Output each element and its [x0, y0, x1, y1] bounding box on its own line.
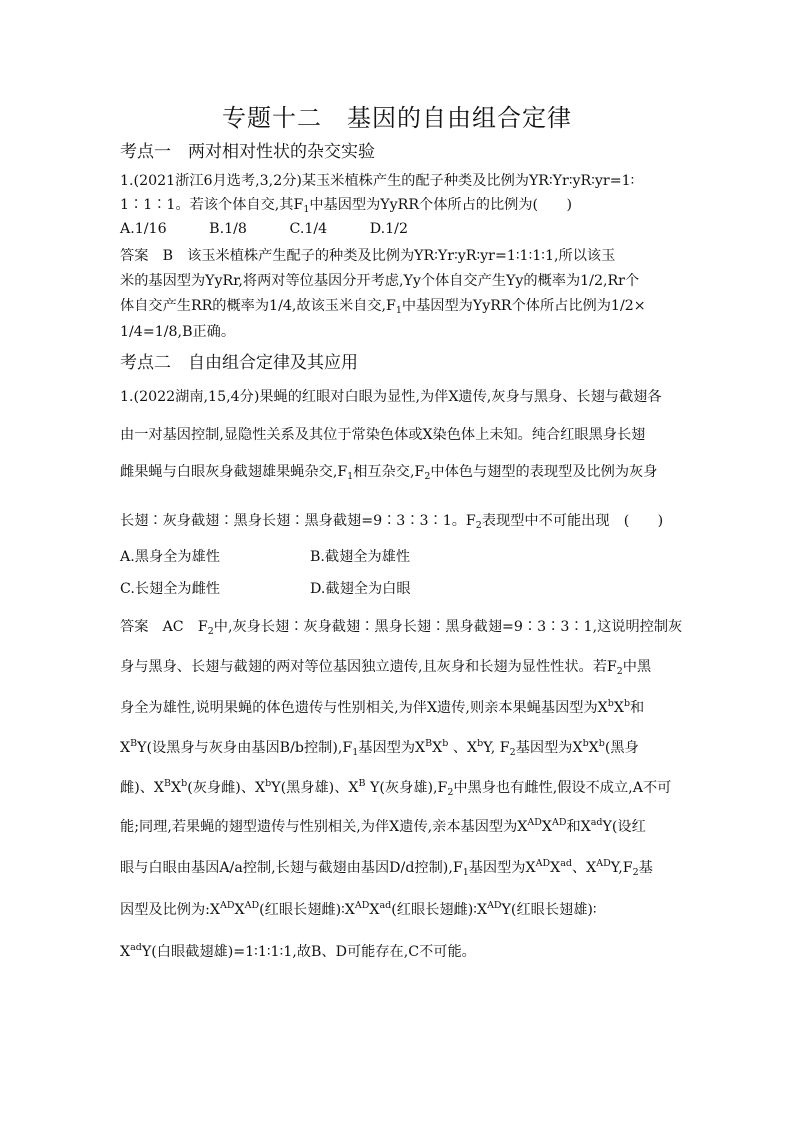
answer2-line8: 因型及比例为$:X^{AD}X^{AD}$(红眼长翅雌)$∶X^{AD}X^{ad}$(红眼长翅雌)$∶X^{AD}Y$(红眼长翅雄)∶: [120, 900, 597, 918]
question2-line3: 雌果蝇与白眼灰身截翅雄果蝇杂交$,F_1$相互杂交$,F_2$中体色与翅型的表现型及比例为灰身: [120, 464, 658, 482]
answer2-line5: 雌)、$X^BX^b$(灰身雌)、$X^bY$(黑身雄)、$X^B$ Y(灰身雄)$,F_2$中黑身也有雌性,假设不成立,A不可: [120, 778, 672, 798]
section2-heading: 考点二 自由组合定律及其应用: [120, 353, 358, 373]
page-title: 专题十二 基因的自由组合定律: [222, 104, 572, 132]
answer2-line9: $X^{ad}Y$(白眼截翅雄)=1∶1∶1∶1,故B、D可能存在,C不可能。: [120, 942, 476, 960]
question1-line1: 1.(2021浙江6月选考,3,2分)某玉米植株产生的配子种类及比例为YR∶Yr∶yR∶yr=1∶: [120, 173, 635, 189]
option-a: A.黑身全为雄性: [120, 549, 220, 565]
answer2-line2: 身与黑身、长翅与截翅的两对等位基因独立遗传,且灰身和长翅为显性性状。若$F_2$中黑: [120, 659, 652, 677]
answer2-line4: $X^BY$(设黑身与灰身由基因B/b控制)$,F_1$基因型为$X^BX^b$ 、$X^bY$, $F_2$基因型为$X^bX^b$(黑身: [120, 738, 639, 758]
answer1-line4: 1/4=1/8,B正确。: [120, 324, 236, 340]
question2-line1: 1.(2022湖南,15,4分)果蝇的红眼对白眼为显性,为伴X遗传,灰身与黑身、长翅与截翅各: [120, 389, 662, 405]
option-c: C.长翅全为雌性: [120, 581, 220, 597]
question1-options: A.1/16 B.1/8 C.1/4 D.1/2: [120, 221, 408, 237]
question2-line4: 长翅∶灰身截翅∶黑身长翅∶黑身截翅=9∶3∶3∶1。$F_2$表现型中不可能出现 ( ): [120, 513, 664, 531]
question1-line2: 1∶1∶1。若该个体自交,其$F_1$中基因型为YyRR个体所占的比例为( ): [120, 197, 572, 215]
answer2-line3: 身全为雄性,说明果蝇的体色遗传与性别相关,为伴X遗传,则亲本果蝇基因型为$X^bX^b$和: [120, 698, 645, 716]
question2-line2: 由一对基因控制,显隐性关系及其位于常染色体或X染色体上未知。纯合红眼黑身长翅: [120, 427, 646, 443]
answer2-line1: 答案 AC $F_2$中,灰身长翅∶灰身截翅∶黑身长翅∶黑身截翅=9∶3∶3∶1,这说明控制灰: [120, 619, 683, 637]
answer2-line7: 眼与白眼由基因A/a控制,长翅与截翅由基因D/d控制)$,F_1$基因型为$X^{AD}X^{ad}$、$X^{AD}Y,F_2$基: [120, 858, 653, 878]
answer1-line3: 体自交产生RR的概率为1/4,故该玉米自交$,F_1$中基因型为YyRR个体所占比例为1/2×: [120, 298, 646, 316]
option-d: D.截翅全为白眼: [310, 581, 411, 597]
answer1-line1: 答案 B 该玉米植株产生配子的种类及比例为YR∶Yr∶yR∶yr=1∶1∶1∶1,所以该玉: [120, 248, 616, 264]
answer1-line2: 米的基因型为YyRr,将两对等位基因分开考虑,Yy个体自交产生Yy的概率为1/2,Rr个: [120, 273, 640, 289]
option-b: B.截翅全为雄性: [310, 549, 411, 565]
section1-heading: 考点一 两对相对性状的杂交实验: [120, 142, 375, 162]
answer2-line6: 能;同理,若果蝇的翅型遗传与性别相关,为伴X遗传,亲本基因型为$X^{AD}X^{AD}$和$X^{ad}Y$(设红: [120, 817, 646, 835]
